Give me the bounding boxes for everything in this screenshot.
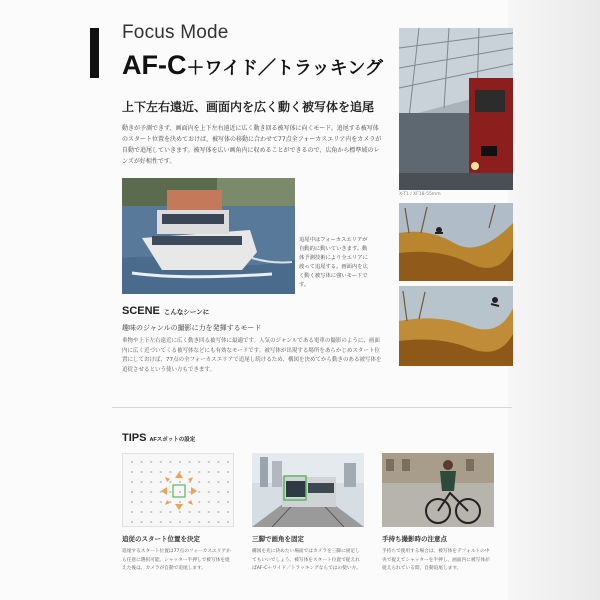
af-point <box>150 521 152 523</box>
tips-heading <box>122 432 195 444</box>
af-point <box>208 471 210 473</box>
af-point <box>160 481 162 483</box>
tip-3-text: 手持ちで使用する場合は、被写体をデフォルトの中央で捉えてシャッターを半押し。画面内に被写体が捉えられている間、自動追尾します。 <box>382 549 490 571</box>
af-point <box>160 521 162 523</box>
af-point <box>189 511 191 513</box>
af-point <box>217 471 219 473</box>
af-point <box>150 461 152 463</box>
af-point <box>150 501 152 503</box>
tip-3-title: 手持ち撮影時の注意点 <box>382 535 447 543</box>
af-point <box>150 511 152 513</box>
af-point <box>131 471 133 473</box>
af-point <box>141 521 143 523</box>
af-point <box>179 461 181 463</box>
af-point <box>169 461 171 463</box>
af-point <box>189 521 191 523</box>
af-point <box>227 481 229 483</box>
mode-sub: ＋ワイド／トラッキング <box>186 58 384 78</box>
af-point <box>160 461 162 463</box>
af-point <box>208 481 210 483</box>
mode-main: AF-C <box>122 50 187 80</box>
af-point <box>160 471 162 473</box>
page-title <box>122 50 383 81</box>
af-point <box>208 491 210 493</box>
page-edge <box>508 0 600 600</box>
tram-caption: X-T1 / XF18-55mm <box>399 192 441 197</box>
af-point <box>198 481 200 483</box>
af-point <box>141 461 143 463</box>
af-point <box>198 471 200 473</box>
af-point <box>141 471 143 473</box>
af-point-grid <box>122 453 234 527</box>
af-point <box>131 461 133 463</box>
af-point <box>169 481 171 483</box>
af-point <box>189 491 191 493</box>
af-point <box>169 491 171 493</box>
tips-label: TIPS <box>122 432 147 444</box>
af-point <box>141 511 143 513</box>
intro-text: 動きが予測できず、画面内を上下左右遠近に広く動き回る被写体に向くモード。追尾する被写体のスタート位置を決めておけば、被写体の移動に合わせて77点全フォーカスエリア内をカメラが自動で追尾していきます。被写体を広い画角内に収めることができるので、広角から標準域のレンズが好相性です。 <box>122 125 382 165</box>
af-point <box>217 481 219 483</box>
af-point <box>131 521 133 523</box>
af-point <box>150 471 152 473</box>
af-point <box>179 521 181 523</box>
tips-label-small: AFスポットの設定 <box>149 437 196 443</box>
af-point <box>141 501 143 503</box>
af-point <box>217 501 219 503</box>
af-point <box>169 511 171 513</box>
af-point <box>208 511 210 513</box>
section-eyebrow: Focus Mode <box>122 22 229 43</box>
boat-photo <box>122 178 295 294</box>
af-point <box>131 491 133 493</box>
af-point <box>141 481 143 483</box>
mtb-photo-top <box>399 203 513 281</box>
tram-photo <box>399 28 513 190</box>
af-point <box>141 491 143 493</box>
headline: 上下左右遠近、画面内を広く動く被写体を追尾 <box>122 100 375 114</box>
af-point <box>150 481 152 483</box>
af-point <box>150 491 152 493</box>
af-point <box>227 471 229 473</box>
af-point <box>179 481 181 483</box>
af-point <box>198 461 200 463</box>
tip-cyclist-photo <box>382 453 494 527</box>
af-point <box>160 511 162 513</box>
af-point <box>227 501 229 503</box>
af-point <box>131 501 133 503</box>
af-point <box>227 521 229 523</box>
af-point <box>179 511 181 513</box>
scene-label: SCENE <box>122 305 160 317</box>
af-point <box>179 501 181 503</box>
af-point <box>208 461 210 463</box>
title-bar <box>90 28 99 78</box>
af-point <box>217 511 219 513</box>
af-point <box>217 461 219 463</box>
af-point <box>160 501 162 503</box>
af-point <box>169 521 171 523</box>
af-point <box>217 491 219 493</box>
af-point <box>198 511 200 513</box>
af-point <box>179 491 181 493</box>
boat-caption: 追尾中はフォーカスエリアが自動的に動いていきます。動体予測技術により全エリアに渡って追尾する。画面内を広く動く被写体に強いモードです。 <box>299 237 368 288</box>
tip-tram-photo <box>252 453 364 527</box>
scene-label-small: こんなシーンに <box>163 309 210 316</box>
af-point <box>217 521 219 523</box>
tip-2-text: 構図を先に決めたい場面ではカメラを三脚に固定してもいいでしょう。被写体をスタート位置で捉えればAF-C＋ワイド／トラッキングならではの使い方。 <box>252 549 361 571</box>
tip-1-text: 追尾するスタート位置は77点のフォーカスエリアから任意に選択可能。シャッター半押しで被写体を捉えた後は、カメラが自動で追尾します。 <box>122 549 231 571</box>
af-grid-diagram <box>123 454 235 528</box>
af-point <box>169 471 171 473</box>
section-divider <box>112 407 512 408</box>
af-point <box>208 521 210 523</box>
af-point <box>198 491 200 493</box>
af-point <box>208 501 210 503</box>
af-point <box>131 511 133 513</box>
tip-2-title: 三脚で画角を固定 <box>252 535 304 543</box>
scene-subtitle: 趣味のジャンルの撮影に力を発揮するモード <box>122 324 262 332</box>
scene-heading <box>122 305 209 317</box>
mtb-photo-bottom <box>399 286 513 366</box>
af-point <box>189 471 191 473</box>
af-point <box>227 511 229 513</box>
af-point <box>198 521 200 523</box>
scene-body: 乗物や上下左右遠近に広く動き回る被写体に最適です。人気のジャンルである電車の撮影のように、画面内に広く近づいてくる被写体などにも有効なモードです。被写体が出現する場所をあらかじめスタート位置にしておけば、77点の全フォーカスエリアで追尾し続けるため、構図を決めてから動きのある被写体を追従させるという使い方もできます。 <box>122 338 382 373</box>
af-point <box>189 461 191 463</box>
af-point <box>227 461 229 463</box>
af-point <box>198 501 200 503</box>
af-point <box>227 491 229 493</box>
tip-1-title: 追従のスタート位置を決定 <box>122 535 200 543</box>
af-point <box>131 481 133 483</box>
